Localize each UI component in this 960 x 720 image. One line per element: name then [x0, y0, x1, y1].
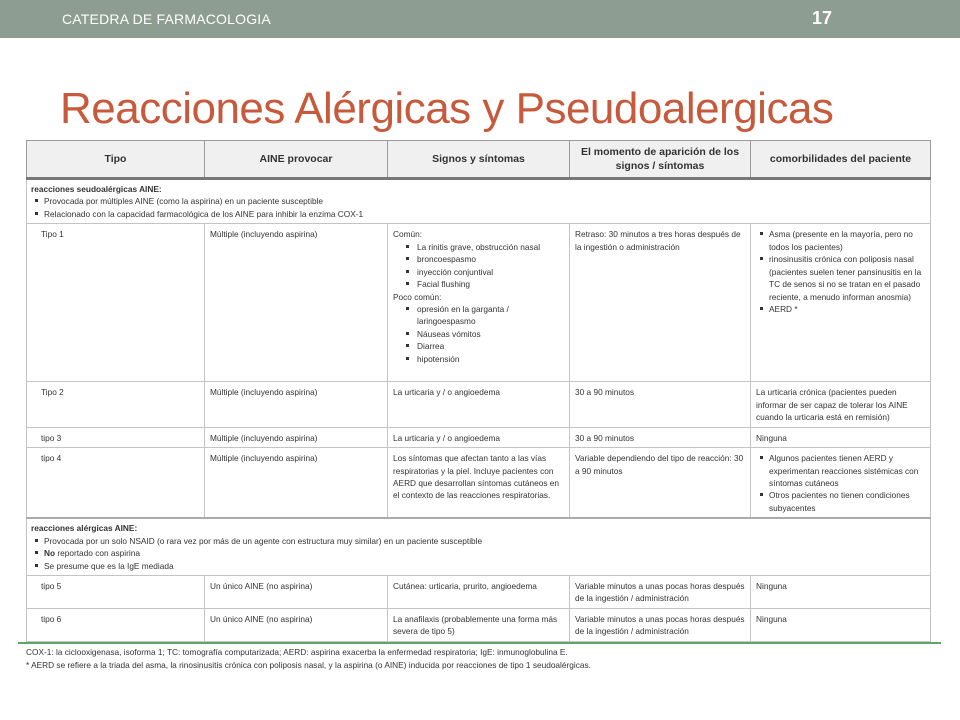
list-item: La rinitis grave, obstrucción nasal: [417, 241, 564, 253]
list-item: Náuseas vómitos: [417, 328, 564, 340]
list-item: Relacionado con la capacidad farmacológica de los AINE para inhibir la enzima COX-1: [44, 208, 926, 220]
list-item: Asma (presente en la mayoría, pero no todos los pacientes): [769, 228, 925, 253]
cell-momento: Variable minutos a unas pocas horas después de la ingestión / administración: [570, 576, 751, 609]
footnote: * AERD se refiere a la triada del asma, la rinosinusitis crónica con poliposis nasal, y la aspirina (o AINE) inducida por reacciones de tipo 1 seudoalérgicas.: [26, 659, 591, 670]
cell-aine: Múltiple (incluyendo aspirina): [205, 427, 388, 447]
cell-signos: La urticaria y / o angioedema: [388, 382, 570, 427]
list-item: rinosinusitis crónica con poliposis nasal (pacientes suelen tener pansinusitis en la TC de senos si no se tratan en el pasado reciente, a menudo informan anosmia): [769, 253, 925, 303]
list-item: broncoespasmo: [417, 253, 564, 265]
bold-no: No: [44, 548, 56, 559]
cell-momento: 30 a 90 minutos: [570, 427, 751, 447]
section-row-seudoalergicas: [27, 179, 931, 224]
list-item: Otros pacientes no tienen condiciones subyacentes: [769, 489, 925, 514]
cell-aine: Un único AINE (no aspirina): [205, 608, 388, 641]
comun-label: Común:: [393, 229, 423, 240]
reactions-table: [26, 140, 931, 642]
list-item: Facial flushing: [417, 278, 564, 290]
cell-comorbilidades: [751, 224, 931, 382]
cell-comorbilidades: Ninguna: [751, 576, 931, 609]
page-number: 17: [812, 8, 833, 28]
cell-signos: Cutánea: urticaria, prurito, angioedema: [388, 576, 570, 609]
table-row: [27, 448, 931, 519]
cell-momento: Variable dependiendo del tipo de reacción: 30 a 90 minutos: [570, 448, 751, 519]
table-row: [27, 224, 931, 382]
list-item: opresión en la garganta / laringoespasmo: [417, 303, 564, 328]
cell-signos: Los síntomas que afectan tanto a las vías respiratorias y la piel. Incluye pacientes con AERD que desarrollan síntomas cutáneos en el contexto de las reacciones respiratorias.: [388, 448, 570, 519]
cell-aine: Múltiple (incluyendo aspirina): [205, 382, 388, 427]
cell-tipo: tipo 5: [27, 576, 205, 609]
col-header-signos: Signos y síntomas: [388, 141, 570, 179]
cell-comorbilidades: [751, 448, 931, 519]
table-row: [27, 427, 931, 447]
poco-list: [393, 303, 564, 365]
cell-aine: Múltiple (incluyendo aspirina): [205, 224, 388, 382]
cell-momento: 30 a 90 minutos: [570, 382, 751, 427]
cell-tipo: tipo 3: [27, 427, 205, 447]
section-title: reacciones alérgicas AINE:: [31, 523, 138, 534]
cell-comorbilidades: Ninguna: [751, 427, 931, 447]
header-bar: [0, 0, 960, 38]
list-item: [44, 547, 926, 559]
section-bullets: [31, 535, 926, 572]
list-item: AERD *: [769, 303, 925, 315]
cell-comorbilidades: La urticaria crónica (pacientes pueden informar de ser capaz de tolerar los AINE cuando la urticaria está en remisión): [751, 382, 931, 427]
section-title: reacciones seudoalérgicas AINE:: [31, 184, 162, 194]
list-item: inyección conjuntival: [417, 266, 564, 278]
comorb-list: [756, 452, 925, 514]
list-item: Algunos pacientes tienen AERD y experimentan reacciones sistémicas con síntomas cutáneos: [769, 452, 925, 489]
col-header-aine: AINE provocar: [205, 141, 388, 179]
footnote: COX-1: la ciclooxigenasa, isoforma 1; TC: tomografía computarizada; AERD: aspirina exacerba la enfermedad respiratoria; IgE: inmunoglobulina E.: [26, 647, 568, 657]
cell-signos: La urticaria y / o angioedema: [388, 427, 570, 447]
cell-momento: Variable minutos a unas pocas horas después de la ingestión / administración: [570, 608, 751, 641]
cell-signos: La anafilaxis (probablemente una forma más severa de tipo 5): [388, 608, 570, 641]
slide-title: Reacciones Alérgicas y Pseudoalergicas: [60, 84, 834, 133]
comun-list: [393, 241, 564, 291]
cell-tipo: Tipo 1: [27, 224, 205, 382]
course-name: CATEDRA DE FARMACOLOGIA: [62, 11, 271, 27]
cell-momento: Retraso: 30 minutos a tres horas después de la ingestión o administración: [570, 224, 751, 382]
section-row-alergicas: [27, 518, 931, 575]
cell-aine: Múltiple (incluyendo aspirina): [205, 448, 388, 519]
list-item: hipotensión: [417, 353, 564, 365]
col-header-momento: El momento de aparición de los signos / síntomas: [570, 141, 751, 179]
table-row: [27, 576, 931, 609]
bullet-text: reportado con aspirina: [55, 548, 140, 559]
footnotes: [26, 646, 936, 672]
cell-tipo: tipo 6: [27, 608, 205, 641]
list-item: Diarrea: [417, 340, 564, 352]
list-item: Se presume que es la IgE mediada: [44, 560, 926, 572]
list-item: Provocada por múltiples AINE (como la aspirina) en un paciente susceptible: [44, 195, 926, 207]
cell-signos: [388, 224, 570, 382]
table-header-row: [27, 141, 931, 179]
reactions-table-container: [26, 140, 936, 642]
list-item: Provocada por un solo NSAID (o rara vez por más de un agente con estructura muy similar) en un paciente susceptible: [44, 535, 926, 547]
cell-aine: Un único AINE (no aspirina): [205, 576, 388, 609]
section-bullets: [31, 195, 926, 220]
col-header-comorbilidades: comorbilidades del paciente: [751, 141, 931, 179]
table-row: [27, 608, 931, 641]
divider-line: [18, 642, 941, 644]
cell-comorbilidades: Ninguna: [751, 608, 931, 641]
cell-tipo: Tipo 2: [27, 382, 205, 427]
cell-tipo: tipo 4: [27, 448, 205, 519]
col-header-tipo: Tipo: [27, 141, 205, 179]
table-row: [27, 382, 931, 427]
comorb-list: [756, 228, 925, 315]
poco-label: Poco común:: [393, 291, 442, 302]
